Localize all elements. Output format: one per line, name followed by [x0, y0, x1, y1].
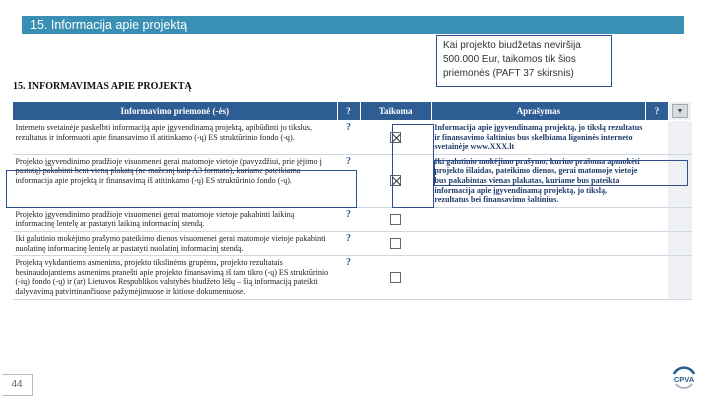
budget-callout-text: Kai projekto biudžetas neviršija 500.000 Eur, taikomos tik šios priemonės (PAFT 37 skirsnis) [443, 40, 581, 79]
header-help-icon[interactable]: ? [337, 102, 360, 121]
header-measure: Informavimo priemonė (-ės) [13, 102, 338, 121]
page-title: 15. Informacija apie projektą [30, 18, 188, 32]
applies-checkbox[interactable] [390, 272, 401, 283]
applies-checkbox[interactable] [390, 238, 401, 249]
highlight-box-description [434, 160, 688, 186]
row-end-cell [668, 121, 691, 155]
header-applies: Taikoma [360, 102, 431, 121]
description-text[interactable] [431, 207, 645, 231]
applies-cell [360, 231, 431, 255]
highlight-box-checkboxes [392, 124, 434, 208]
help-icon [645, 256, 668, 299]
section-heading: 15. INFORMAVIMAS APIE PROJEKTĄ [13, 81, 192, 92]
table-row [13, 231, 692, 255]
help-icon[interactable]: ? [337, 207, 360, 231]
row-end-cell [668, 207, 691, 231]
help-icon[interactable]: ? [337, 231, 360, 255]
help-icon[interactable]: ? [337, 256, 360, 299]
help-icon[interactable]: ? [337, 154, 360, 207]
applies-cell [360, 256, 431, 299]
measure-text: Iki galutinio mokėjimo prašymo pateikimo dienos visuomenei gerai matomoje vietoje pakabinti nuolatinę informacinę lentelę ar pastatyti nuolatinį informacinį stendą. [13, 231, 338, 255]
description-text[interactable] [431, 231, 645, 255]
table-header-row [13, 102, 692, 121]
scroll-dropdown-button[interactable]: ▼ [672, 104, 688, 118]
help-icon [645, 121, 668, 155]
description-text[interactable] [431, 256, 645, 299]
table-row [13, 256, 692, 299]
applies-cell [360, 207, 431, 231]
budget-callout [436, 35, 612, 87]
table-row [13, 207, 692, 231]
logo-text: CPVA [673, 375, 695, 384]
page-title-bar [22, 16, 684, 34]
row-end-cell [668, 256, 691, 299]
cpva-logo [666, 360, 702, 396]
measure-text: Projekto įgyvendinimo pradžioje visuomenei gerai matomoje vietoje (pavyzdžiui, prie įėjimo į pastatą) pakabinti bent vieną plakatą (ne mažesnį kaip A3 formato), kuriame pateikiama informacija apie projektą ir finansavimą iš atitinkamo (-ų) ES struktūrinio fondo (-ų). [13, 154, 338, 207]
measure-text: Projektą vykdantiems asmenims, projekto tikslinėms grupėms, projekto rezultatais besinaudojantiems asmenims pranešti apie projekto finansavimą iš tam tikro (-ų) ES struktūrinio (-ių) fondo (-ų) ir (ar) Lietuvos Respublikos valstybės biudžeto lėšų – šią informaciją pateikti dalyvavimą patvirtinančiuose pažymėjimuose ir kitiose dokumentuose. [13, 256, 338, 299]
applies-checkbox[interactable] [390, 214, 401, 225]
header-help-icon-2[interactable]: ? [645, 102, 668, 121]
description-text[interactable]: Iki galutinio mokėjimo prašymo, kuriuo prašoma apmokėti projekto išlaidas, pateikimo dienos, gerai matomoje vietoje bus pakabintas vienas plakatas, kuriame bus pateikta informacija apie įgyvendinamą projektą, jo tikslą, rezultatus bei finansavimo šaltinius. [431, 154, 645, 207]
description-text[interactable]: Informacija apie įgyvendinamą projektą, jo tikslą rezultatus ir finansavimo šaltinius bus skelbiama ligoninės interneto svetainėje www.XXX.lt [431, 121, 645, 155]
measure-text: Interneto svetainėje paskelbti informaciją apie įgyvendinamą projektą, apibūdinti jo tikslus, rezultatus ir informuoti apie finansavimo iš atitinkamo (-ų) ES struktūrinio fondo (-ų). [13, 121, 338, 155]
help-icon [645, 231, 668, 255]
header-scroll-cell [668, 102, 691, 121]
help-icon[interactable]: ? [337, 121, 360, 155]
help-icon [645, 207, 668, 231]
table-row [13, 121, 692, 155]
row-end-cell [668, 231, 691, 255]
page-number: 44 [2, 374, 33, 396]
highlight-box-measure [6, 170, 357, 208]
measure-text: Projekto įgyvendinimo pradžioje visuomenei gerai matomoje vietoje pakabinti laikiną informacinę lentelę ar pastatyti laikiną informacinį stendą. [13, 207, 338, 231]
header-description: Aprašymas [431, 102, 645, 121]
